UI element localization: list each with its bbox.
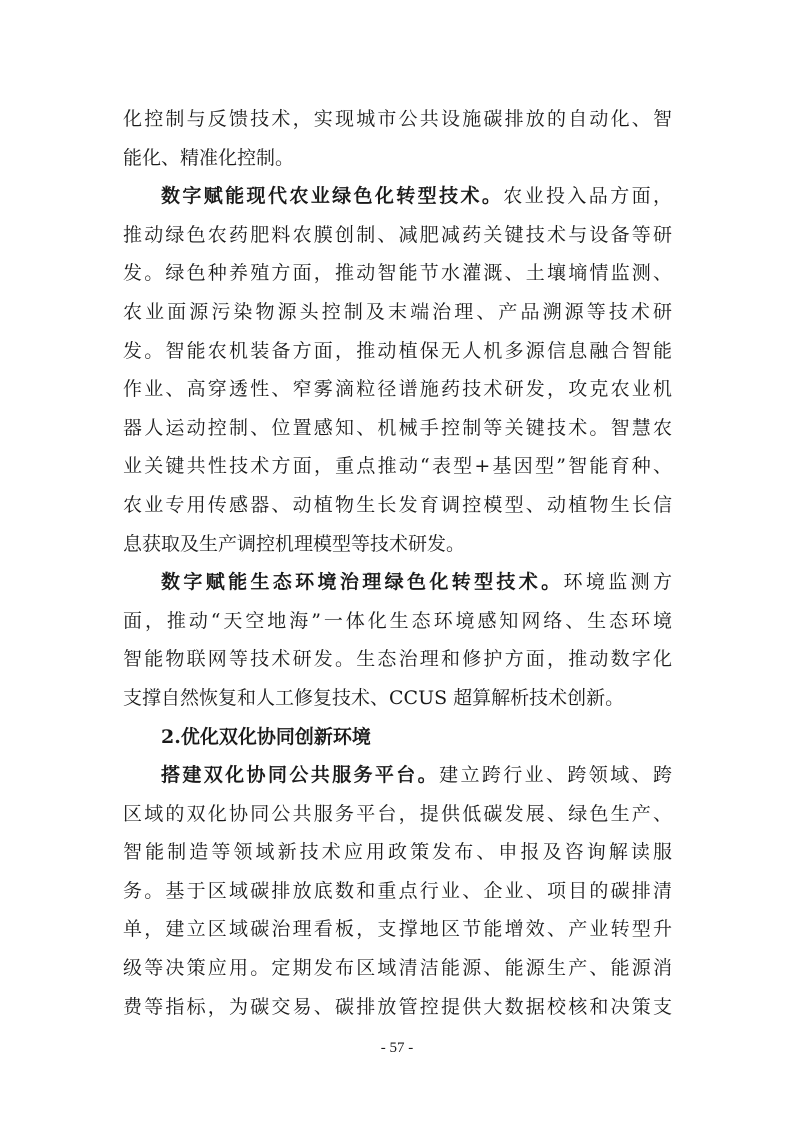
- text-line: 化控制与反馈技术，实现城市公共设施碳排放的自动化、智: [123, 108, 672, 130]
- text-line: 息获取及生产调控机理模型等技术研发。: [123, 532, 466, 555]
- text-line: 作业、高穿透性、窄雾滴粒径谱施药技术研发，攻克农业机: [123, 378, 672, 401]
- paragraph-lead-ecology: 数字赋能生态环境治理绿色化转型技术。: [161, 571, 564, 594]
- paragraph-ecology-start: 数字赋能生态环境治理绿色化转型技术。环境监测方: [161, 571, 672, 594]
- text-line: 发。智能农机装备方面，推动植保无人机多源信息融合智能: [123, 339, 672, 362]
- text-line: 支撑自然恢复和人工修复技术、CCUS 超算解析技术创新。: [123, 686, 625, 709]
- text-line: 发。绿色种养殖方面，推动智能节水灌溉、土壤墒情监测、: [123, 262, 672, 285]
- text-line: 器人运动控制、位置感知、机械手控制等关键技术。智慧农: [123, 416, 672, 439]
- text-line: 智能制造等领域新技术应用政策发布、申报及咨询解读服: [123, 841, 672, 864]
- text-line: 农业面源污染物源头控制及末端治理、产品溯源等技术研: [123, 300, 672, 323]
- text-line: 务。基于区域碳排放底数和重点行业、企业、项目的碳排清: [123, 879, 672, 902]
- paragraph-platform-start: 搭建双化协同公共服务平台。建立跨行业、跨领域、跨: [161, 764, 672, 787]
- paragraph-agriculture-start: 数字赋能现代农业绿色化转型技术。农业投入品方面，: [161, 185, 672, 208]
- page-number: - 57 -: [380, 1040, 414, 1056]
- text-line: 单，建立区域碳治理看板，支撑地区节能增效、产业转型升: [123, 918, 672, 941]
- paragraph-lead-platform: 搭建双化协同公共服务平台。: [161, 764, 440, 787]
- section-heading: 2.优化双化协同创新环境: [161, 725, 371, 748]
- text-line: 费等指标，为碳交易、碳排放管控提供大数据校核和决策支: [123, 995, 672, 1018]
- text-line: 智能物联网等技术研发。生态治理和修护方面，推动数字化: [123, 648, 672, 671]
- text-line: 推动绿色农药肥料农膜创制、减肥减药关键技术与设备等研: [123, 223, 672, 246]
- text-line: 级等决策应用。定期发布区域清洁能源、能源生产、能源消: [123, 957, 672, 980]
- text-line: 面，推动“天空地海”一体化生态环境感知网络、生态环境: [123, 609, 672, 632]
- body-text: [123, 100, 672, 1026]
- text-line: 农业专用传感器、动植物生长发育调控模型、动植物生长信: [123, 493, 672, 516]
- text-line: 能化、精准化控制。: [123, 146, 295, 169]
- text-line: 业关键共性技术方面，重点推动“表型+基因型”智能育种、: [123, 455, 672, 478]
- paragraph-lead-agriculture: 数字赋能现代农业绿色化转型技术。: [161, 185, 504, 208]
- text-line: 区域的双化协同公共服务平台，提供低碳发展、绿色生产、: [123, 802, 672, 825]
